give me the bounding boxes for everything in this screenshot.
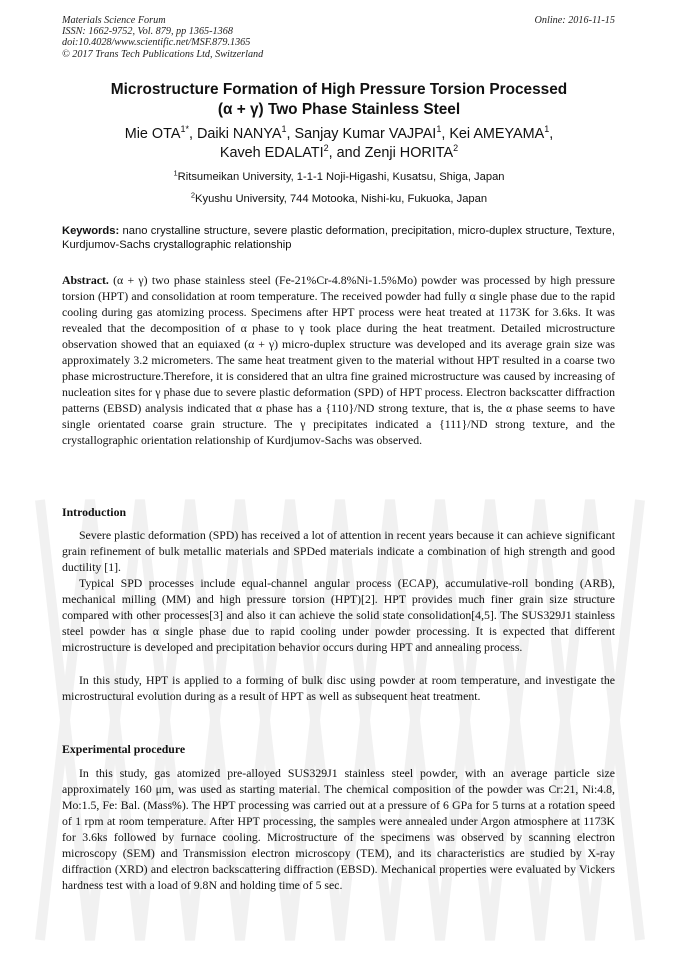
- author-name: Sanjay Kumar VAJPAI: [294, 126, 437, 142]
- journal-name: Materials Science Forum: [62, 15, 166, 26]
- author-name: Kei AMEYAMA: [449, 126, 545, 142]
- doi-line: doi:10.4028/www.scientific.net/MSF.879.1365: [62, 37, 251, 49]
- affiliation-1: $^1$Ritsumeikan University, 1-1-1 Noji-Higashi, Kusatsu, Shiga, Japan: [173, 168, 505, 183]
- author-affil-mark: 1: [544, 124, 550, 135]
- abstract-label: Abstract.: [62, 273, 109, 287]
- online-date: Online: 2016-11-15: [534, 15, 615, 26]
- affiliation-2: $^2$Kyushu University, 744 Motooka, Nishi-ku, Fukuoka, Japan: [190, 190, 488, 205]
- issn-line: ISSN: 1662-9752, Vol. 879, pp 1365-1368: [62, 26, 233, 38]
- author-affil-mark: 1*: [180, 124, 189, 135]
- author-affil-mark: 2: [453, 143, 459, 154]
- abstract: [62, 272, 615, 448]
- author-name: Zenji HORITA: [364, 145, 454, 161]
- author-name: Kaveh EDALATI: [219, 145, 324, 161]
- author-affil-mark: 1: [281, 124, 287, 135]
- author-name: Daiki NANYA: [196, 126, 282, 142]
- author-affil-mark: 2: [323, 143, 329, 154]
- keywords-label: Keywords:: [62, 225, 120, 237]
- paragraph: In this study, gas atomized pre-alloyed SUS329J1 stainless steel powder, with an average particle size approximately 160 μm, was used as starting material. The chemical composition of the powder was Cr:21, Ni:4.8, Mo:1.5, Fe: Bal. (Mass%). The HPT processing was carried out at a pressure of 6 GPa for 5 turns at a rotation speed of 1 rpm at room temperature. After HPT processing, the samples were annealed under Argon atmosphere at 1173K for 3.6ks followed by furnace cooling. Microstructure of the specimens was observed by scanning electron microscopy (SEM) and Transmission electron microscopy (TEM), and its characteristics are studied by X-ray diffraction (XRD) and electron backscattering diffraction (EBSD). Mechanical properties were evaluated by Vickers hardness test with a load of 9.8N and holding time of 5 sec.: [62, 766, 615, 892]
- journal-info: [62, 15, 263, 60]
- keywords: [62, 224, 615, 253]
- copyright-line: © 2017 Trans Tech Publications Ltd, Switzerland: [62, 48, 264, 60]
- title-line-2: (α + γ) Two Phase Stainless Steel: [217, 101, 461, 118]
- title-line-1: Microstructure Formation of High Pressure Torsion Processed: [110, 81, 568, 98]
- paragraph: Typical SPD processes include equal-channel angular process (ECAP), accumulative-roll bonding (ARB), mechanical milling (MM) and high pressure torsion (HPT)[2]. HPT provides much finer grain size structure compared with other processes[3] and also it can achieve the solid state consolidation[4,5]. The SUS329J1 stainless steel powder has α single phase due to rapid cooling under powder processing. It is expected that different microstructure is developed and precipitation behavior occurs during HPT and annealing process.: [62, 576, 615, 654]
- paper-title: [62, 80, 616, 120]
- abstract-text: (α + γ) two phase stainless steel (Fe-21%Cr-4.8%Ni-1.5%Mo) powder was processed by high pressure torsion (HPT) and consolidation at room temperature. The received powder had fully α single phase due to the rapid cooling during gas atomizing process. Specimens after HPT process were heat treated at 1173K for 3.6ks. It was revealed that the decomposition of α phase to γ took place during the heat treatment. Detailed microstructure observation showed that an equiaxed (α + γ) micro-duplex structure was developed and its average grain size was approximately 3.2 micrometers. The same heat treatment given to the material without HPT resulted in a coarse two phase microstructure.Therefore, it is considered that an ultra fine grained microstructure was caused by increasing of nucleation sites for γ phase due to severe plastic deformation (SPD) of HPT process. Electron backscatter diffraction patterns (EBSD) analysis indicated that α phase has a {110}/ND strong texture, that is, the α phase seems to have single orientated coarse grain structure. The γ precipitates indicated a {111}/ND strong texture, and the crystallographic orientation relationship of Kurdjumov-Sachs was observed.: [62, 273, 615, 447]
- section-heading-introduction: Introduction: [62, 505, 127, 519]
- keywords-text: nano crystalline structure, severe plastic deformation, precipitation, micro-duplex structure, Texture, Kurdjumov-Sachs crystallographic relationship: [62, 225, 615, 252]
- paragraph: In this study, HPT is applied to a forming of bulk disc using powder at room temperature, and investigate the microstructural evolution during as a result of HPT as well as subsequent heat treatment.: [62, 673, 615, 703]
- author-name: Mie OTA: [124, 126, 181, 142]
- paragraph: Severe plastic deformation (SPD) has received a lot of attention in recent years because it can achieve significant grain refinement of bulk metallic materials and SPDed materials indicate a combination of high strength and good ductility [1].: [62, 528, 615, 574]
- author-affil-mark: 1: [436, 124, 442, 135]
- author-list: Mie $OTA^{1*}$, Daiki NANYA$^1$, Sanjay Kumar VAJPAI$^1$, Kei AMEYAMA$^1$, Kaveh EDALATI$^2$, and Zenji HORITA$^2$: [124, 124, 554, 161]
- section-heading-experimental: Experimental procedure: [62, 742, 186, 756]
